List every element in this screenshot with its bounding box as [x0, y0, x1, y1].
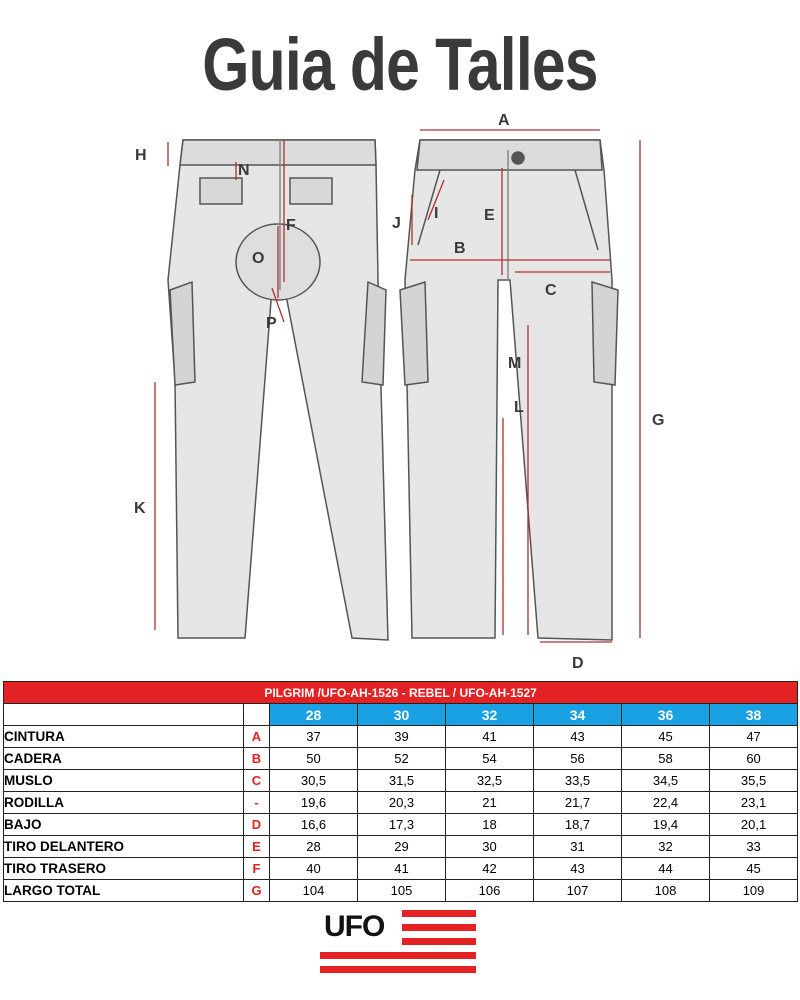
- measurement-value: 31,5: [358, 770, 446, 792]
- size-header: 38: [710, 704, 798, 726]
- logo-stripe: [402, 938, 476, 945]
- dim-label-n: N: [238, 162, 250, 179]
- logo-stripe: [402, 924, 476, 931]
- table-row: [4, 814, 798, 836]
- size-header: 30: [358, 704, 446, 726]
- measurement-value: 33: [710, 836, 798, 858]
- measurement-value: 40: [270, 858, 358, 880]
- size-header-row: [4, 704, 798, 726]
- measurement-name: LARGO TOTAL: [4, 880, 244, 902]
- measurement-value: 37: [270, 726, 358, 748]
- table-row: [4, 880, 798, 902]
- dim-label-c: C: [545, 282, 557, 299]
- measurement-value: 28: [270, 836, 358, 858]
- measurement-code: E: [244, 836, 270, 858]
- measurement-code: -: [244, 792, 270, 814]
- pants-measurement-diagram: [0, 110, 800, 675]
- size-header: 28: [270, 704, 358, 726]
- measurement-code: D: [244, 814, 270, 836]
- size-header: 34: [534, 704, 622, 726]
- dim-label-m: M: [508, 355, 522, 372]
- measurement-code: A: [244, 726, 270, 748]
- measurement-value: 41: [446, 726, 534, 748]
- measurement-code: C: [244, 770, 270, 792]
- measurement-value: 18,7: [534, 814, 622, 836]
- measurement-value: 42: [446, 858, 534, 880]
- measurement-value: 58: [622, 748, 710, 770]
- table-body: [4, 726, 798, 902]
- measurement-value: 60: [710, 748, 798, 770]
- measurement-value: 30,5: [270, 770, 358, 792]
- dim-label-p: P: [266, 315, 277, 332]
- table-header-title: PILGRIM /UFO-AH-1526 - REBEL / UFO-AH-1527: [4, 682, 798, 704]
- measurement-name: MUSLO: [4, 770, 244, 792]
- measurement-value: 107: [534, 880, 622, 902]
- logo-stripe: [402, 910, 476, 917]
- measurement-code: G: [244, 880, 270, 902]
- table-row: [4, 858, 798, 880]
- dim-label-o: O: [252, 250, 265, 267]
- measurement-value: 32,5: [446, 770, 534, 792]
- measurement-value: 32: [622, 836, 710, 858]
- size-header: 32: [446, 704, 534, 726]
- table-header-row: [4, 682, 798, 704]
- size-header-blank: [4, 704, 244, 726]
- pants-front-view: [400, 140, 618, 640]
- page-title: Guia de Talles: [202, 23, 598, 106]
- measurement-value: 104: [270, 880, 358, 902]
- measurement-value: 35,5: [710, 770, 798, 792]
- measurement-name: CADERA: [4, 748, 244, 770]
- measurement-value: 34,5: [622, 770, 710, 792]
- measurement-value: 52: [358, 748, 446, 770]
- measurement-value: 33,5: [534, 770, 622, 792]
- size-header-blank: [244, 704, 270, 726]
- dim-label-b: B: [454, 240, 466, 257]
- measurement-value: 31: [534, 836, 622, 858]
- measurement-value: 108: [622, 880, 710, 902]
- table-row: [4, 836, 798, 858]
- logo-text: UFO: [324, 910, 385, 943]
- measurement-code: F: [244, 858, 270, 880]
- dim-label-i: I: [434, 205, 439, 222]
- measurement-value: 109: [710, 880, 798, 902]
- measurement-name: RODILLA: [4, 792, 244, 814]
- table-row: [4, 770, 798, 792]
- measurement-value: 44: [622, 858, 710, 880]
- measurement-value: 18: [446, 814, 534, 836]
- logo-stripe: [320, 966, 476, 973]
- measurement-value: 22,4: [622, 792, 710, 814]
- measurement-value: 50: [270, 748, 358, 770]
- dim-label-d: D: [572, 655, 584, 672]
- measurement-value: 19,6: [270, 792, 358, 814]
- table-row: [4, 748, 798, 770]
- measurement-name: TIRO DELANTERO: [4, 836, 244, 858]
- measurement-value: 23,1: [710, 792, 798, 814]
- size-header: 36: [622, 704, 710, 726]
- measurement-name: CINTURA: [4, 726, 244, 748]
- measurement-value: 29: [358, 836, 446, 858]
- dim-label-g: G: [652, 412, 665, 429]
- measurement-value: 41: [358, 858, 446, 880]
- measurement-name: BAJO: [4, 814, 244, 836]
- measurement-value: 20,1: [710, 814, 798, 836]
- measurement-value: 21,7: [534, 792, 622, 814]
- measurement-value: 30: [446, 836, 534, 858]
- measurement-value: 105: [358, 880, 446, 902]
- measurement-value: 21: [446, 792, 534, 814]
- dim-label-j: J: [392, 215, 401, 232]
- measurement-value: 45: [710, 858, 798, 880]
- dim-label-e: E: [484, 207, 495, 224]
- measurement-value: 47: [710, 726, 798, 748]
- measurement-name: TIRO TRASERO: [4, 858, 244, 880]
- measurement-value: 54: [446, 748, 534, 770]
- measurement-value: 56: [534, 748, 622, 770]
- table-row: [4, 726, 798, 748]
- logo-stripe: [320, 952, 476, 959]
- dim-label-h: H: [135, 147, 147, 164]
- ufo-logo: [320, 908, 480, 976]
- measurement-value: 43: [534, 726, 622, 748]
- dim-label-l: L: [514, 399, 524, 416]
- measurement-value: 17,3: [358, 814, 446, 836]
- measurement-value: 106: [446, 880, 534, 902]
- measurement-value: 19,4: [622, 814, 710, 836]
- measurement-value: 45: [622, 726, 710, 748]
- table-row: [4, 792, 798, 814]
- dim-label-f: F: [286, 217, 296, 234]
- dim-label-k: K: [134, 500, 146, 517]
- measurement-code: B: [244, 748, 270, 770]
- measurement-value: 43: [534, 858, 622, 880]
- pants-back-view: [168, 140, 388, 640]
- measurement-value: 39: [358, 726, 446, 748]
- size-chart-table: [3, 681, 798, 902]
- measurement-value: 20,3: [358, 792, 446, 814]
- dim-label-a: A: [498, 112, 510, 129]
- measurement-value: 16,6: [270, 814, 358, 836]
